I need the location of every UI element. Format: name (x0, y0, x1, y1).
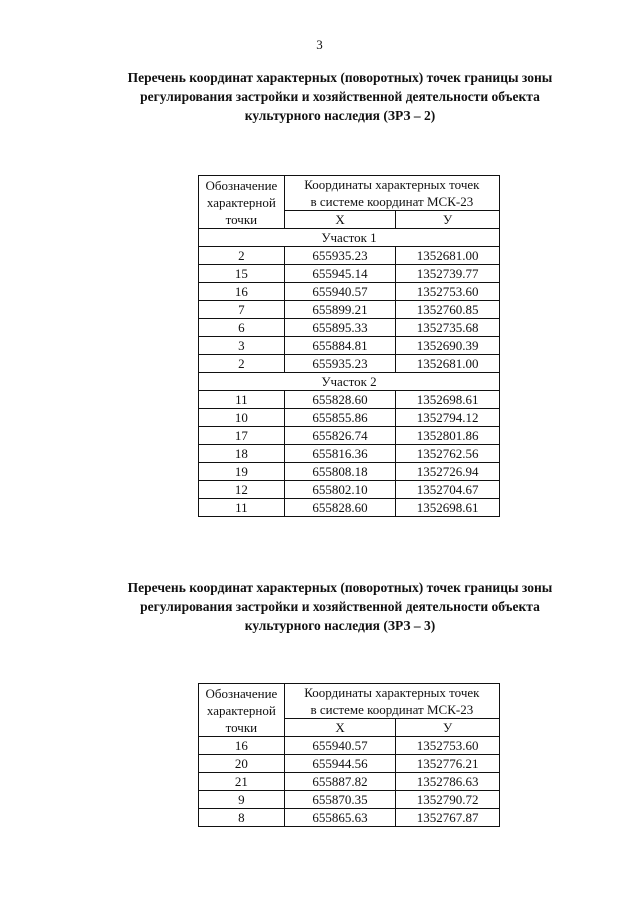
title-line: культурного наследия (ЗРЗ – 3) (244, 618, 436, 633)
y-coordinate-cell: 1352801.86 (396, 427, 500, 445)
header-coordinates (284, 684, 499, 719)
group-name: Участок 1 (199, 229, 500, 247)
x-coordinate-cell: 655935.23 (284, 247, 396, 265)
title-line: регулирования застройки и хозяйственной деятельности объекта (140, 599, 540, 614)
table-row (199, 499, 500, 517)
point-number-cell: 3 (199, 337, 285, 355)
y-coordinate-cell: 1352690.39 (396, 337, 500, 355)
y-coordinate-cell: 1352698.61 (396, 499, 500, 517)
x-coordinate-cell: 655802.10 (284, 481, 396, 499)
table-row (199, 409, 500, 427)
table-row (199, 445, 500, 463)
x-coordinate-cell: 655865.63 (284, 809, 396, 827)
group-row (199, 373, 500, 391)
header-line: Обозначение (205, 685, 278, 701)
title-line: культурного наследия (ЗРЗ – 2) (244, 108, 436, 123)
table-row (199, 737, 500, 755)
x-coordinate-cell: 655945.14 (284, 265, 396, 283)
point-number-cell: 6 (199, 319, 285, 337)
x-coordinate-cell: 655899.21 (284, 301, 396, 319)
table-row (199, 337, 500, 355)
point-number-cell: 2 (199, 247, 285, 265)
header-line: характерной (206, 702, 276, 718)
header-line: в системе координат МСК-23 (310, 194, 474, 209)
table-row (199, 301, 500, 319)
point-number-cell: 11 (199, 391, 285, 409)
y-coordinate-cell: 1352726.94 (396, 463, 500, 481)
table-row (199, 773, 500, 791)
y-coordinate-cell: 1352794.12 (396, 409, 500, 427)
x-coordinate-cell: 655826.74 (284, 427, 396, 445)
y-coordinate-cell: 1352704.67 (396, 481, 500, 499)
header-designation (199, 684, 285, 737)
table-row (199, 319, 500, 337)
header-y: У (396, 719, 500, 737)
page-number: 3 (316, 37, 323, 52)
point-number-cell: 8 (199, 809, 285, 827)
y-coordinate-cell: 1352776.21 (396, 755, 500, 773)
header-y: У (396, 211, 500, 229)
y-coordinate-cell: 1352681.00 (396, 355, 500, 373)
y-coordinate-cell: 1352767.87 (396, 809, 500, 827)
group-name: Участок 2 (199, 373, 500, 391)
x-coordinate-cell: 655816.36 (284, 445, 396, 463)
table-row (199, 355, 500, 373)
y-coordinate-cell: 1352681.00 (396, 247, 500, 265)
header-line: Обозначение (205, 177, 278, 193)
header-line: точки (225, 719, 258, 735)
table-row (199, 463, 500, 481)
point-number-cell: 7 (199, 301, 285, 319)
table-body (199, 229, 500, 517)
point-number-cell: 20 (199, 755, 285, 773)
point-number-cell: 15 (199, 265, 285, 283)
y-coordinate-cell: 1352698.61 (396, 391, 500, 409)
table-row (199, 283, 500, 301)
header-line: Координаты характерных точек (304, 685, 480, 700)
x-coordinate-cell: 655884.81 (284, 337, 396, 355)
header-line: Координаты характерных точек (304, 177, 480, 192)
y-coordinate-cell: 1352786.63 (396, 773, 500, 791)
x-coordinate-cell: 655828.60 (284, 499, 396, 517)
point-number-cell: 16 (199, 283, 285, 301)
title-line: Перечень координат характерных (поворотных) точек границы зоны (127, 580, 553, 595)
x-coordinate-cell: 655870.35 (284, 791, 396, 809)
coordinates-table-zrz-2 (198, 175, 500, 517)
header-x: X (284, 211, 396, 229)
point-number-cell: 2 (199, 355, 285, 373)
table-body (199, 737, 500, 827)
point-number-cell: 18 (199, 445, 285, 463)
x-coordinate-cell: 655935.23 (284, 355, 396, 373)
coordinates-table-zrz-3 (198, 683, 500, 827)
point-number-cell: 16 (199, 737, 285, 755)
point-number-cell: 11 (199, 499, 285, 517)
x-coordinate-cell: 655940.57 (284, 283, 396, 301)
table-row (199, 265, 500, 283)
y-coordinate-cell: 1352739.77 (396, 265, 500, 283)
header-line: точки (225, 211, 258, 227)
x-coordinate-cell: 655940.57 (284, 737, 396, 755)
point-number-cell: 9 (199, 791, 285, 809)
point-number-cell: 17 (199, 427, 285, 445)
table-row (199, 755, 500, 773)
x-coordinate-cell: 655855.86 (284, 409, 396, 427)
table-row (199, 481, 500, 499)
x-coordinate-cell: 655887.82 (284, 773, 396, 791)
title-line: регулирования застройки и хозяйственной деятельности объекта (140, 89, 540, 104)
y-coordinate-cell: 1352760.85 (396, 301, 500, 319)
point-number-cell: 10 (199, 409, 285, 427)
section-title-zrz-3 (60, 578, 620, 635)
y-coordinate-cell: 1352753.60 (396, 737, 500, 755)
table-row (199, 247, 500, 265)
x-coordinate-cell: 655944.56 (284, 755, 396, 773)
x-coordinate-cell: 655895.33 (284, 319, 396, 337)
point-number-cell: 12 (199, 481, 285, 499)
x-coordinate-cell: 655808.18 (284, 463, 396, 481)
y-coordinate-cell: 1352735.68 (396, 319, 500, 337)
point-number-cell: 21 (199, 773, 285, 791)
header-x: X (284, 719, 396, 737)
y-coordinate-cell: 1352753.60 (396, 283, 500, 301)
table-row (199, 391, 500, 409)
header-designation (199, 176, 285, 229)
y-coordinate-cell: 1352790.72 (396, 791, 500, 809)
header-coordinates (284, 176, 499, 211)
header-line: характерной (206, 194, 276, 210)
table-row (199, 427, 500, 445)
group-row (199, 229, 500, 247)
table-row (199, 809, 500, 827)
x-coordinate-cell: 655828.60 (284, 391, 396, 409)
y-coordinate-cell: 1352762.56 (396, 445, 500, 463)
table-row (199, 791, 500, 809)
title-line: Перечень координат характерных (поворотных) точек границы зоны (127, 70, 553, 85)
point-number-cell: 19 (199, 463, 285, 481)
header-line: в системе координат МСК-23 (310, 702, 474, 717)
section-title-zrz-2 (60, 68, 620, 125)
